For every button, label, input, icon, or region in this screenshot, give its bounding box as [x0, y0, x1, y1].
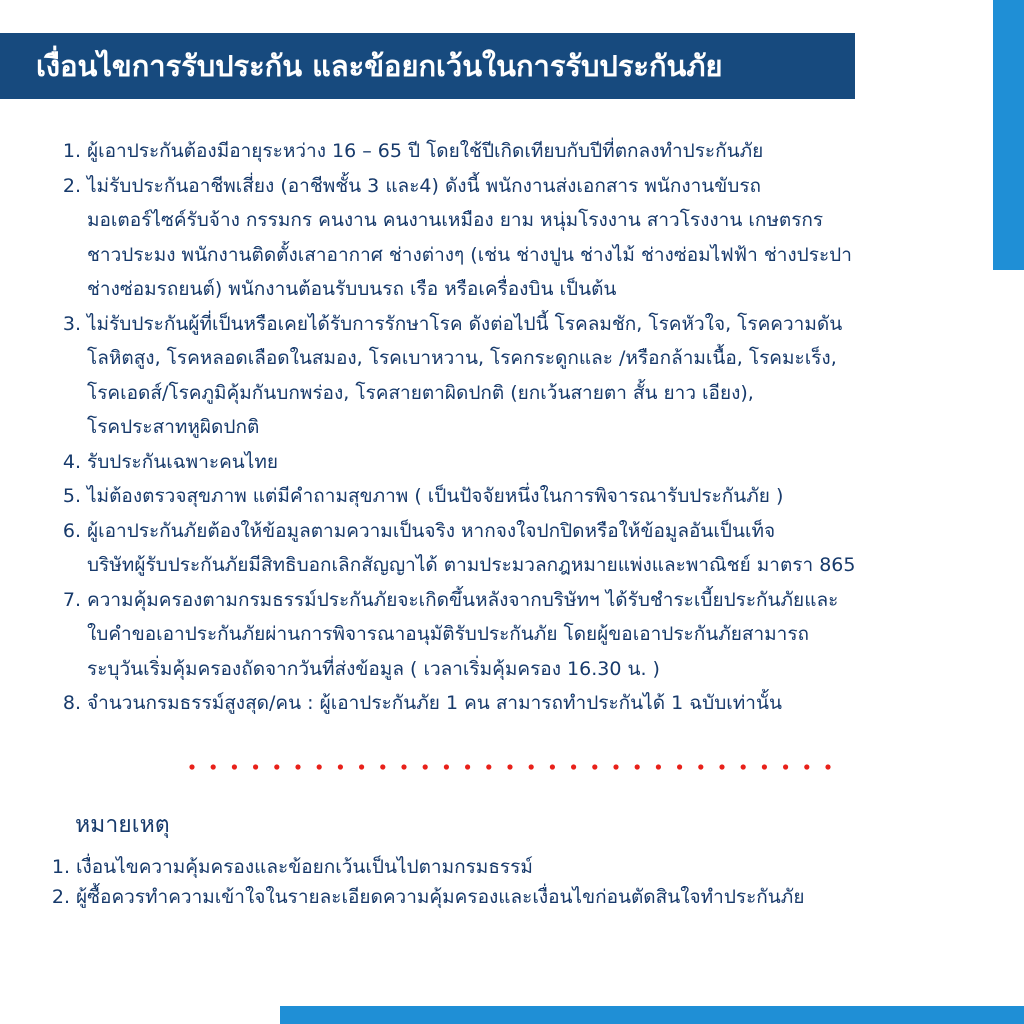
condition-line: มอเตอร์ไซค์รับจ้าง กรรมกร คนงาน คนงานเหมือง ยาม หนุ่มโรงงาน สาวโรงงาน เกษตรกร: [87, 209, 824, 231]
condition-number: 8.: [62, 692, 81, 714]
divider-dot: [465, 764, 470, 769]
note-item: [48, 852, 948, 882]
dotted-divider: [185, 748, 845, 778]
divider-dot: [613, 764, 618, 769]
divider-dot: [783, 764, 788, 769]
divider-dot: [825, 764, 830, 769]
divider-dot: [380, 764, 385, 769]
condition-number: 7.: [62, 588, 81, 611]
note-text: ผู้ซื้อควรทำความเข้าใจในรายละเอียดความคุ้มครองและเงื่อนไขก่อนตัดสินใจทำประกันภัย: [76, 886, 805, 908]
condition-line: ผู้เอาประกันภัยต้องให้ข้อมูลตามความเป็นจริง หากจงใจปกปิดหรือให้ข้อมูลอันเป็นเท็จ: [87, 519, 776, 542]
condition-item: [52, 514, 982, 583]
divider-dot: [677, 764, 682, 769]
divider-dot: [698, 764, 703, 769]
divider-dots: [189, 764, 830, 769]
condition-number: 1.: [62, 140, 81, 162]
condition-item: [52, 307, 982, 445]
right-accent-bar: [993, 0, 1024, 270]
divider-dot: [274, 764, 279, 769]
condition-item: [52, 169, 982, 307]
notes-heading: หมายเหตุ: [75, 812, 170, 838]
condition-item: [52, 134, 982, 169]
condition-line: ใบคำขอเอาประกันภัยผ่านการพิจารณาอนุมัติรับประกันภัย โดยผู้ขอเอาประกันภัยสามารถ: [87, 623, 810, 645]
note-item: [48, 882, 948, 912]
divider-dot: [359, 764, 364, 769]
condition-line: บริษัทผู้รับประกันภัยมีสิทธิบอกเลิกสัญญาได้ ตามประมวลกฎหมายแพ่งและพาณิชย์ มาตรา 865: [87, 554, 856, 576]
divider-dot: [507, 764, 512, 769]
divider-dot: [804, 764, 809, 769]
condition-number: 6.: [62, 519, 81, 542]
divider-dot: [189, 764, 194, 769]
divider-dot: [232, 764, 237, 769]
condition-line: ไม่รับประกันอาชีพเสี่ยง (อาชีพชั้น 3 และ4) ดังนี้ พนักงานส่งเอกสาร พนักงานขับรถ: [87, 174, 762, 197]
condition-line: โรคเอดส์/โรคภูมิคุ้มกันบกพร่อง, โรคสายตาผิดปกติ (ยกเว้นสายตา สั้น ยาว เอียง),: [87, 381, 754, 404]
condition-line: จำนวนกรมธรรม์สูงสุด/คน : ผู้เอาประกันภัย 1 คน สามารถทำประกันได้ 1 ฉบับเท่านั้น: [87, 692, 782, 714]
divider-dot: [719, 764, 724, 769]
divider-dot: [423, 764, 428, 769]
divider-dot: [571, 764, 576, 769]
divider-dot: [741, 764, 746, 769]
condition-line: ระบุวันเริ่มคุ้มครองถัดจากวันที่ส่งข้อมูล ( เวลาเริ่มคุ้มครอง 16.30 น. ): [87, 657, 660, 680]
condition-item: [52, 583, 982, 687]
note-number: 1.: [51, 856, 70, 878]
divider-dot: [529, 764, 534, 769]
condition-number: 2.: [62, 174, 81, 197]
conditions-list: [52, 134, 982, 721]
divider-dot: [317, 764, 322, 769]
title-banner: [0, 33, 855, 99]
bottom-accent-bar: [280, 1006, 1024, 1024]
condition-line: โลหิตสูง, โรคหลอดเลือดในสมอง, โรคเบาหวาน, โรคกระดูกและ /หรือกล้ามเนื้อ, โรคมะเร็ง,: [87, 347, 837, 369]
condition-line: ไม่ต้องตรวจสุขภาพ แต่มีคำถามสุขภาพ ( เป็นปัจจัยหนึ่งในการพิจารณารับประกันภัย ): [87, 485, 784, 507]
divider-dot: [295, 764, 300, 769]
divider-dot: [762, 764, 767, 769]
condition-number: 4.: [62, 450, 81, 473]
condition-line: ความคุ้มครองตามกรมธรรม์ประกันภัยจะเกิดขึ้นหลังจากบริษัทฯ ได้รับชำระเบี้ยประกันภัยและ: [87, 588, 839, 611]
condition-number: 5.: [62, 485, 81, 507]
condition-line: ผู้เอาประกันต้องมีอายุระหว่าง 16 – 65 ปี โดยใช้ปีเกิดเทียบกับปีที่ตกลงทำประกันภัย: [87, 140, 764, 162]
condition-item: [52, 479, 982, 514]
divider-dot: [211, 764, 216, 769]
divider-dot: [550, 764, 555, 769]
condition-item: [52, 445, 982, 480]
divider-dot: [338, 764, 343, 769]
condition-line: รับประกันเฉพาะคนไทย: [87, 450, 278, 473]
divider-dot: [486, 764, 491, 769]
condition-number: 3.: [62, 312, 81, 335]
condition-item: [52, 686, 982, 721]
divider-dot: [444, 764, 449, 769]
condition-line: โรคประสาทหูผิดปกติ: [87, 416, 260, 438]
divider-dot: [253, 764, 258, 769]
divider-dot: [635, 764, 640, 769]
notes-list: [48, 852, 948, 912]
note-text: เงื่อนไขความคุ้มครองและข้อยกเว้นเป็นไปตามกรมธรรม์: [76, 856, 533, 878]
condition-line: ไม่รับประกันผู้ที่เป็นหรือเคยได้รับการรักษาโรค ดังต่อไปนี้ โรคลมชัก, โรคหัวใจ, โรคความดัน: [87, 312, 843, 335]
divider-dot: [656, 764, 661, 769]
divider-dot: [401, 764, 406, 769]
note-number: 2.: [51, 886, 70, 908]
page-title: เงื่อนไขการรับประกัน และข้อยกเว้นในการรับประกันภัย: [36, 49, 723, 83]
divider-dot: [592, 764, 597, 769]
condition-line: ชาวประมง พนักงานติดตั้งเสาอากาศ ช่างต่างๆ (เช่น ช่างปูน ช่างไม้ ช่างซ่อมไฟฟ้า ช่างประปา: [87, 243, 852, 266]
condition-line: ช่างซ่อมรถยนต์) พนักงานต้อนรับบนรถ เรือ หรือเครื่องบิน เป็นต้น: [87, 278, 617, 300]
